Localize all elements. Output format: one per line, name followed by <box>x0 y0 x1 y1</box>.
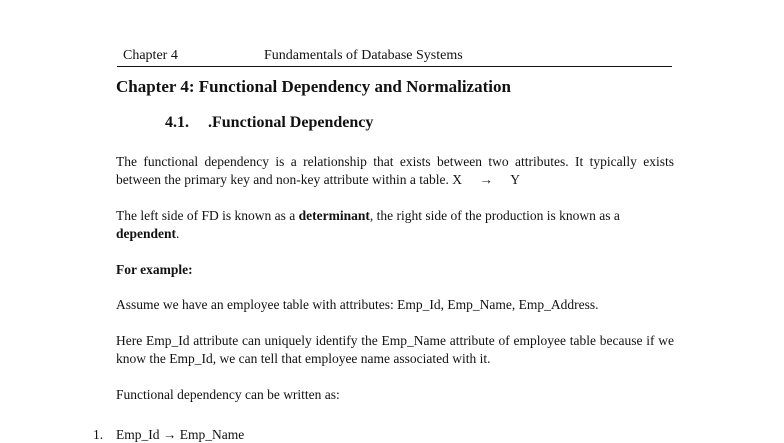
paragraph-determinant-b: , the right side of the production is known as a <box>369 208 620 223</box>
section-heading <box>165 114 373 132</box>
paragraph-explanation: Here Emp_Id attribute can uniquely identify the Emp_Name attribute of employee table because if we know the Emp_Id, we can tell that employee name associated with it. <box>116 333 674 366</box>
section-title: .Functional Dependency <box>208 114 374 131</box>
page-header <box>117 46 672 67</box>
paragraph-determinant-c: . <box>176 226 180 241</box>
paragraph-determinant-a: The left side of FD is known as a <box>116 208 299 223</box>
list-item-text: Emp_Id → Emp_Name <box>116 427 245 442</box>
paragraph-definition-text: The functional dependency is a relationship that exists between two attributes. It typically exists between the primary key and non-key attribute within a table. X <box>116 154 674 187</box>
paragraph-determinant <box>116 207 674 243</box>
paragraph-written-as: Functional dependency can be written as: <box>116 387 340 402</box>
list-item-number: 1. <box>93 427 104 442</box>
right-arrow-icon: → <box>479 172 493 187</box>
paragraph-definition-y: Y <box>510 172 521 187</box>
header-book-title: Fundamentals of Database Systems <box>264 48 463 63</box>
example-heading: For example: <box>116 262 193 277</box>
section-number: 4.1. <box>165 114 189 131</box>
header-chapter: Chapter 4 <box>123 48 178 63</box>
paragraph-definition <box>116 153 674 189</box>
term-dependent: dependent <box>116 226 177 241</box>
paragraph-assume: Assume we have an employee table with attributes: Emp_Id, Emp_Name, Emp_Address. <box>116 297 599 312</box>
chapter-title: Chapter 4: Functional Dependency and Normalization <box>116 77 511 96</box>
term-determinant: determinant <box>298 208 370 223</box>
